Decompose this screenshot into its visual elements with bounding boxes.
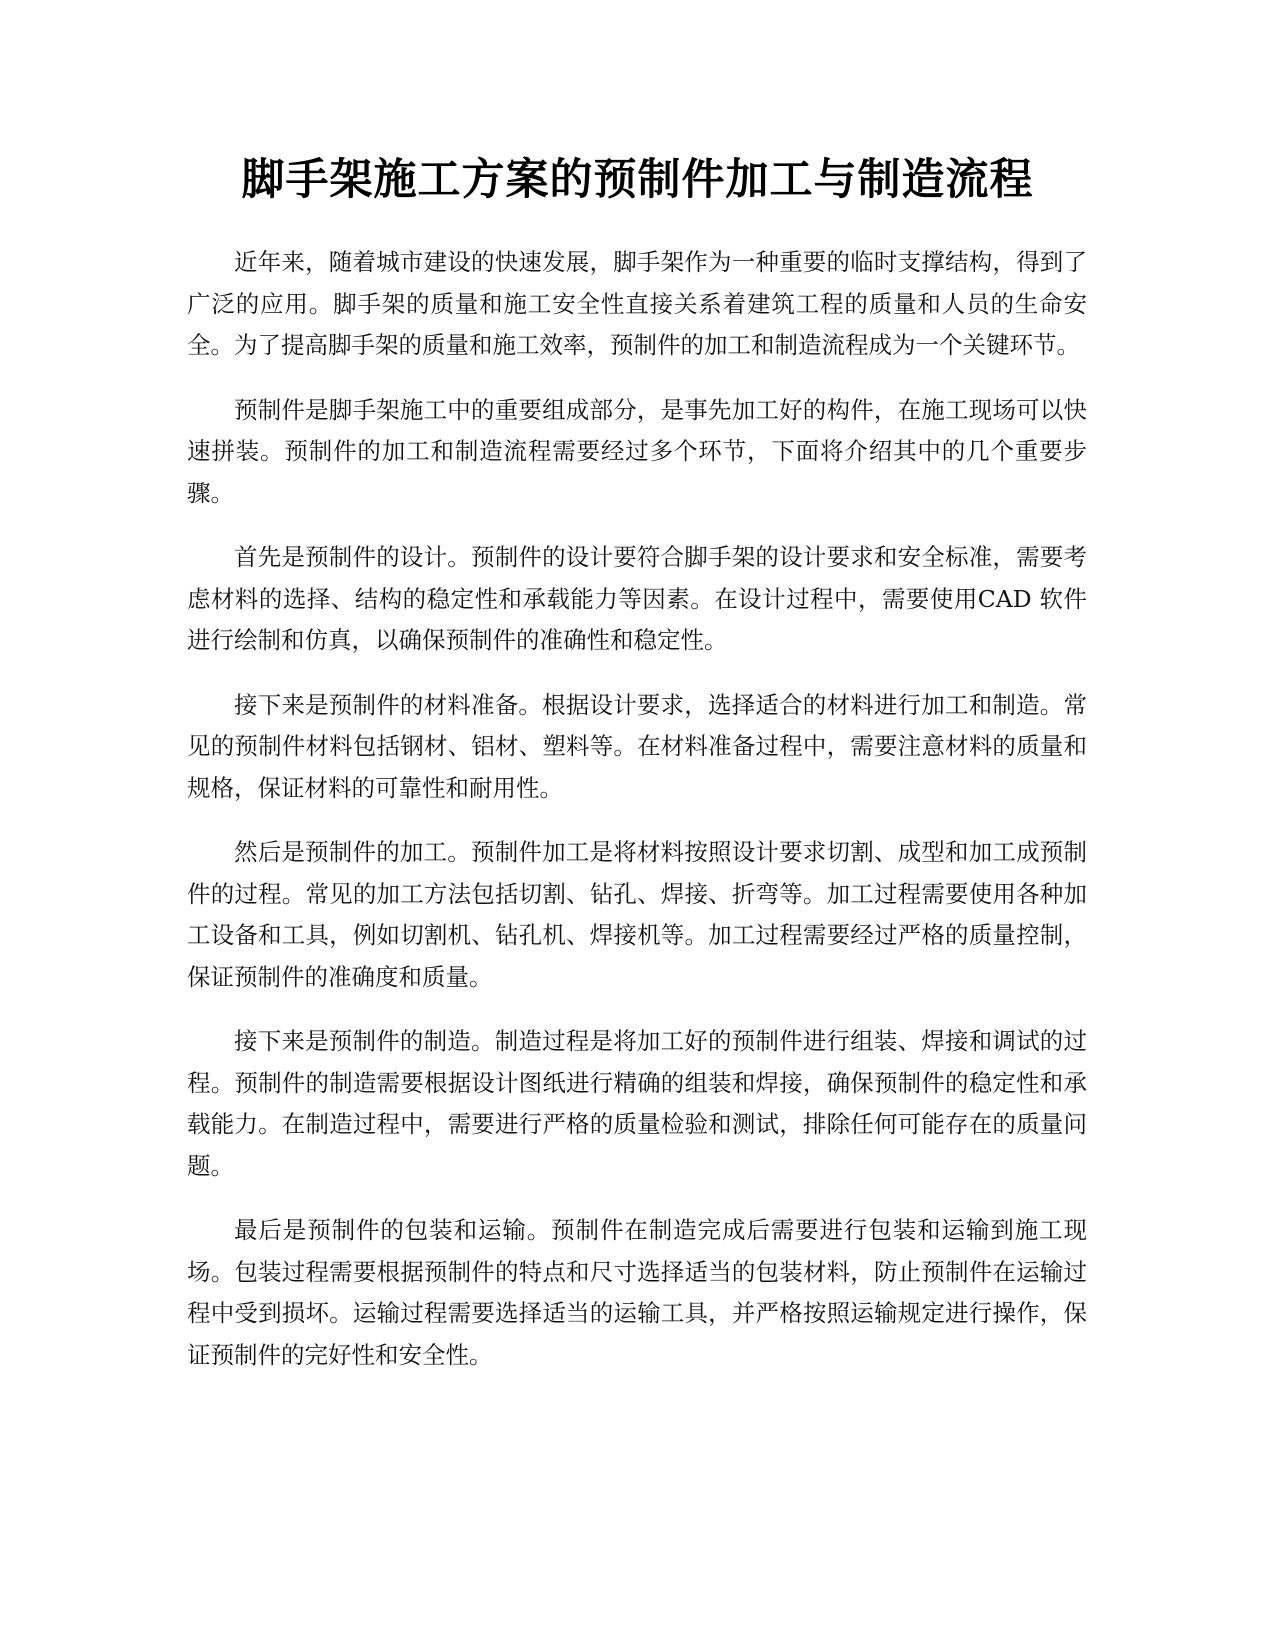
paragraph-processing: 然后是预制件的加工。预制件加工是将材料按照设计要求切割、成型和加工成预制件的过程。常见的加工方法包括切割、钻孔、焊接、折弯等。加工过程需要使用各种加工设备和工具，例如切割机、钻孔机、焊接机等。加工过程需要经过严格的质量控制，保证预制件的准确度和质量。 [187,838,1087,991]
paragraph-design: 首先是预制件的设计。预制件的设计要符合脚手架的设计要求和安全标准，需要考虑材料的选择、结构的稳定性和承载能力等因素。在设计过程中，需要使用CAD 软件进行绘制和仿真，以确保预制件的准确性和稳定性。 [187,543,1087,654]
paragraph-intro: 近年来，随着城市建设的快速发展，脚手架作为一种重要的临时支撑结构，得到了广泛的应用。脚手架的质量和施工安全性直接关系着建筑工程的质量和人员的生命安全。为了提高脚手架的质量和施工效率，预制件的加工和制造流程成为一个关键环节。 [187,248,1087,359]
document-title: 脚手架施工方案的预制件加工与制造流程 [241,155,1034,205]
paragraph-materials: 接下来是预制件的材料准备。根据设计要求，选择适合的材料进行加工和制造。常见的预制件材料包括钢材、铝材、塑料等。在材料准备过程中，需要注意材料的质量和规格，保证材料的可靠性和耐用性。 [187,690,1087,802]
paragraph-packaging: 最后是预制件的包装和运输。预制件在制造完成后需要进行包装和运输到施工现场。包装过程需要根据预制件的特点和尺寸选择适当的包装材料，防止预制件在运输过程中受到损坏。运输过程需要选择适当的运输工具，并严格按照运输规定进行操作，保证预制件的完好性和安全性。 [187,1216,1087,1369]
paragraph-manufacturing: 接下来是预制件的制造。制造过程是将加工好的预制件进行组装、焊接和调试的过程。预制件的制造需要根据设计图纸进行精确的组装和焊接，确保预制件的稳定性和承载能力。在制造过程中，需要进行严格的质量检验和测试，排除任何可能存在的质量问题。 [187,1027,1087,1180]
paragraph-overview: 预制件是脚手架施工中的重要组成部分，是事先加工好的构件，在施工现场可以快速拼装。预制件的加工和制造流程需要经过多个环节，下面将介绍其中的几个重要步骤。 [187,395,1087,507]
document-body [187,242,1087,1399]
